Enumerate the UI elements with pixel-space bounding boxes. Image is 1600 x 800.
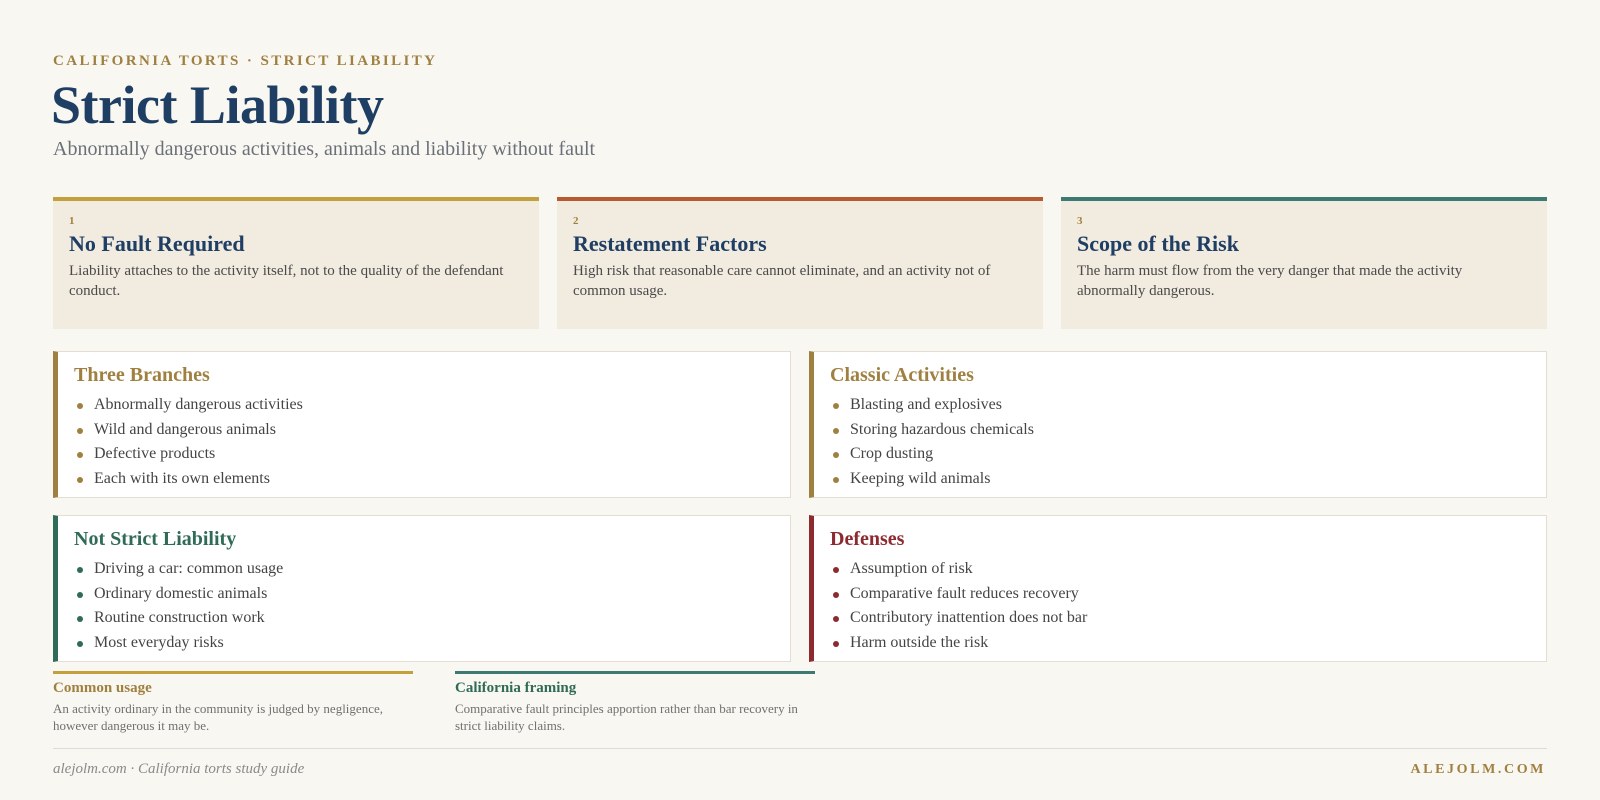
list-item	[830, 393, 1530, 418]
card-number: 3	[1077, 215, 1083, 227]
list-item	[830, 418, 1530, 443]
bullet-icon	[77, 616, 83, 622]
page-title: Strict Liability	[51, 75, 384, 135]
list-item-text: Ordinary domestic animals	[94, 584, 268, 602]
list-item-text: Wild and dangerous animals	[94, 420, 276, 438]
panel-classic-activities	[809, 351, 1547, 498]
list-item-text: Harm outside the risk	[850, 633, 989, 651]
note-description: Comparative fault principles apportion rather than bar recovery in strict liability claims.	[455, 701, 798, 733]
list-item	[74, 606, 774, 631]
list-item	[830, 442, 1530, 467]
note-common-usage	[53, 671, 413, 734]
list-item-text: Storing hazardous chemicals	[850, 420, 1034, 438]
bullet-icon	[77, 567, 83, 573]
list-item-text: Abnormally dangerous activities	[94, 396, 303, 413]
panel-title: Three Branches	[74, 364, 210, 386]
list-item-text: Crop dusting	[850, 445, 934, 462]
card-description: High risk that reasonable care cannot eliminate, and an activity not of common usage.	[573, 263, 991, 299]
bullet-list	[74, 557, 774, 655]
panel-title: Defenses	[830, 528, 905, 550]
list-item-text: Blasting and explosives	[850, 396, 1002, 413]
panel-title: Classic Activities	[830, 364, 974, 386]
panel-title: Not Strict Liability	[74, 528, 237, 550]
list-item	[74, 393, 774, 418]
list-item	[830, 557, 1530, 582]
bullet-icon	[77, 428, 83, 434]
note-california-framing	[455, 671, 815, 734]
panel-not-strict-liability	[53, 515, 791, 662]
list-item	[74, 442, 774, 467]
note-title: California framing	[455, 680, 577, 696]
bullet-icon	[833, 428, 839, 434]
bullet-icon	[833, 452, 839, 458]
list-item-text: Comparative fault reduces recovery	[850, 584, 1079, 602]
list-item	[74, 557, 774, 582]
footer-site-link[interactable]: ALEJOLM.COM	[1410, 762, 1546, 777]
bullet-list	[830, 557, 1530, 655]
list-item-text: Routine construction work	[94, 609, 265, 626]
card-description: The harm must flow from the very danger that made the activity abnormally dangerous.	[1077, 263, 1463, 299]
card-scope-of-risk	[1061, 197, 1547, 329]
footer-credit: alejolm.com · California torts study guide	[53, 761, 305, 777]
list-item-text: Most everyday risks	[94, 633, 224, 651]
card-number: 2	[573, 215, 579, 227]
panel-defenses	[809, 515, 1547, 662]
bullet-icon	[77, 403, 83, 409]
list-item	[830, 467, 1530, 492]
list-item	[830, 606, 1530, 631]
bullet-icon	[833, 567, 839, 573]
bullet-list	[830, 393, 1530, 491]
card-title: Scope of the Risk	[1077, 231, 1239, 256]
bullet-icon	[833, 403, 839, 409]
list-item-text: Keeping wild animals	[850, 469, 991, 487]
list-item	[830, 582, 1530, 607]
list-item-text: Defective products	[94, 445, 216, 462]
bullet-list	[74, 393, 774, 491]
bullet-icon	[77, 641, 83, 647]
panel-three-branches	[53, 351, 791, 498]
page-subtitle: Abnormally dangerous activities, animals and liability without fault	[53, 138, 596, 160]
card-title: Restatement Factors	[573, 231, 767, 256]
card-description: Liability attaches to the activity itself, not to the quality of the defendant conduct.	[69, 263, 504, 299]
note-title: Common usage	[53, 680, 152, 696]
list-item	[74, 467, 774, 492]
card-no-fault	[53, 197, 539, 329]
bullet-icon	[77, 592, 83, 598]
bullet-icon	[833, 592, 839, 598]
card-restatement-factors	[557, 197, 1043, 329]
card-number: 1	[69, 215, 75, 227]
bullet-icon	[833, 616, 839, 622]
bullet-icon	[833, 641, 839, 647]
footer-divider	[53, 748, 1547, 749]
list-item	[74, 582, 774, 607]
note-description: An activity ordinary in the community is judged by negligence, however dangerous it may be.	[53, 701, 383, 733]
list-item-text: Assumption of risk	[850, 560, 973, 577]
list-item	[74, 418, 774, 443]
list-item-text: Driving a car: common usage	[94, 560, 284, 577]
list-item	[830, 631, 1530, 656]
bullet-icon	[77, 477, 83, 483]
card-title: No Fault Required	[69, 231, 245, 256]
bullet-icon	[77, 452, 83, 458]
list-item	[74, 631, 774, 656]
list-item-text: Each with its own elements	[94, 469, 270, 487]
eyebrow: CALIFORNIA TORTS · STRICT LIABILITY	[53, 53, 438, 69]
bullet-icon	[833, 477, 839, 483]
list-item-text: Contributory inattention does not bar	[850, 609, 1088, 626]
